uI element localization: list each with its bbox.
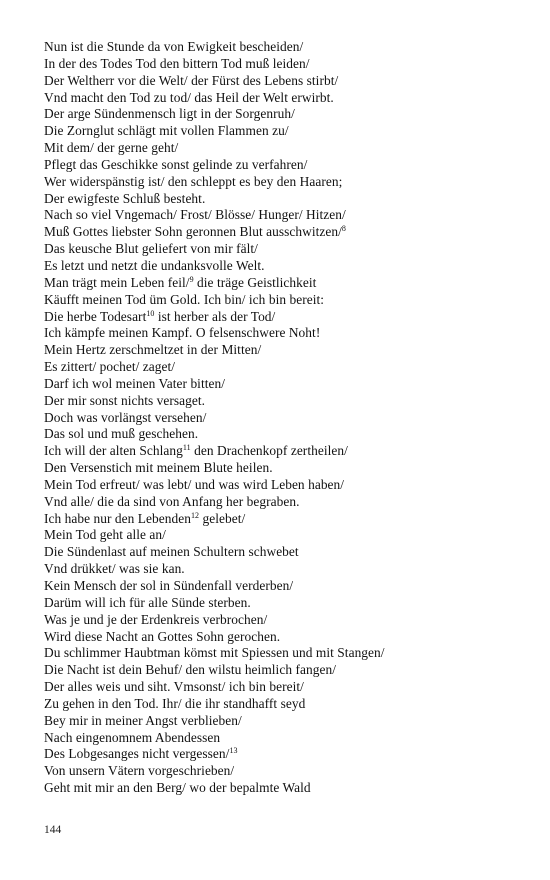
line-text: Der alles weis und siht. Vmsonst/ ich bin bereit/ (44, 679, 304, 695)
footnote-marker: 9 (189, 274, 194, 284)
line-text-continued: gelebet/ (199, 510, 246, 526)
poem-line (44, 359, 534, 376)
poem-line (44, 544, 534, 561)
poem-line (44, 629, 534, 646)
poem-line (44, 224, 534, 241)
line-text: Der Weltherr vor die Welt/ der Fürst des Lebens stirbt/ (44, 72, 339, 88)
poem-line (44, 730, 534, 747)
line-text: Zu gehen in den Tod. Ihr/ die ihr standhafft seyd (44, 695, 306, 711)
poem-line (44, 494, 534, 511)
poem-line (44, 780, 534, 797)
poem-line (44, 645, 534, 662)
poem-line (44, 595, 534, 612)
poem-line (44, 140, 534, 157)
line-text: Vnd drükket/ was sie kan. (44, 561, 185, 577)
line-text: Darüm will ich für alle Sünde sterben. (44, 594, 251, 610)
poem-line (44, 443, 534, 460)
poem-line (44, 174, 534, 191)
line-text-continued: die träge Geistlichkeit (193, 274, 317, 290)
footnote-marker: 10 (146, 308, 155, 318)
poem-line (44, 460, 534, 477)
line-text: Nach eingenomnem Abendessen (44, 729, 221, 745)
line-text: Der ewigfeste Schluß besteht. (44, 190, 206, 206)
line-text: Vnd alle/ die da sind von Anfang her begraben. (44, 493, 300, 509)
line-text: Wird diese Nacht an Gottes Sohn gerochen. (44, 628, 281, 644)
line-text: Was je und je der Erdenkreis verbrochen/ (44, 611, 268, 627)
line-text: Die herbe Todesart (44, 308, 147, 324)
line-text: Man trägt mein Leben feil/ (44, 274, 190, 290)
poem-line (44, 376, 534, 393)
line-text: Der mir sonst nichts versaget. (44, 392, 206, 408)
line-text: Geht mit mir an den Berg/ wo der bepalmte Wald (44, 780, 311, 796)
footnote-marker: 11 (182, 443, 191, 453)
poem-line (44, 561, 534, 578)
poem-line (44, 241, 534, 258)
poem-line (44, 511, 534, 528)
line-text: Wer widerspänstig ist/ den schleppt es bey den Haaren; (44, 173, 343, 189)
line-text: Ich kämpfe meinen Kampf. O felsenschwere Noht! (44, 325, 321, 341)
line-text: Käufft meinen Tod üm Gold. Ich bin/ ich bin bereit: (44, 291, 325, 307)
line-text: Mein Hertz zerschmeltzet in der Mitten/ (44, 342, 262, 358)
poem-line (44, 713, 534, 730)
line-text: Nach so viel Vngemach/ Frost/ Blösse/ Hunger/ Hitzen/ (44, 207, 346, 223)
line-text: Es zittert/ pochet/ zaget/ (44, 359, 176, 375)
line-text: Die Nacht ist dein Behuf/ den wilstu heimlich fangen/ (44, 662, 336, 678)
line-text: Du schlimmer Haubtman kömst mit Spiessen und mit Stangen/ (44, 645, 385, 661)
line-text: Mein Tod geht alle an/ (44, 527, 166, 543)
line-text: Das sol und muß geschehen. (44, 426, 199, 442)
line-text: Pflegt das Geschikke sonst gelinde zu verfahren/ (44, 156, 308, 172)
line-text-continued: den Drachenkopf zertheilen/ (190, 443, 348, 459)
poem-line (44, 527, 534, 544)
poem-line (44, 106, 534, 123)
poem-line (44, 56, 534, 73)
poem-line (44, 746, 534, 763)
page-number: 144 (44, 824, 62, 836)
poem-line (44, 292, 534, 309)
poem-line (44, 393, 534, 410)
poem-line (44, 426, 534, 443)
footnote-marker: 13 (229, 746, 238, 756)
poem-line (44, 763, 534, 780)
line-text: In der des Todes Tod den bittern Tod muß leiden/ (44, 55, 310, 71)
footnote-marker: 12 (191, 510, 200, 520)
line-text: Der arge Sündenmensch ligt in der Sorgenruh/ (44, 106, 295, 122)
line-text: Von unsern Vätern vorgeschrieben/ (44, 763, 235, 779)
poem-line (44, 325, 534, 342)
poem-line (44, 662, 534, 679)
line-text: Muß Gottes liebster Sohn geronnen Blut ausschwitzen/ (44, 224, 342, 240)
poem-line (44, 157, 534, 174)
poem-line (44, 309, 534, 326)
line-text: Mit dem/ der gerne geht/ (44, 140, 179, 156)
line-text: Darf ich wol meinen Vater bitten/ (44, 375, 226, 391)
poem-line (44, 207, 534, 224)
poem-line (44, 679, 534, 696)
line-text: Des Lobgesanges nicht vergessen/ (44, 746, 230, 762)
poem-text (44, 39, 534, 797)
poem-line (44, 258, 534, 275)
line-text: Ich habe nur den Lebenden (44, 510, 191, 526)
poem-line (44, 123, 534, 140)
poem-line (44, 39, 534, 56)
poem-line (44, 578, 534, 595)
line-text: Das keusche Blut geliefert von mir fält/ (44, 241, 258, 257)
line-text: Mein Tod erfreut/ was lebt/ und was wird Leben haben/ (44, 476, 345, 492)
line-text: Die Sündenlast auf meinen Schultern schwebet (44, 544, 299, 560)
line-text: Den Versenstich mit meinem Blute heilen. (44, 460, 273, 476)
poem-line (44, 342, 534, 359)
line-text: Kein Mensch der sol in Sündenfall verderben/ (44, 578, 294, 593)
poem-line (44, 612, 534, 629)
line-text: Ich will der alten Schlang (44, 443, 183, 459)
poem-line (44, 191, 534, 208)
poem-line (44, 696, 534, 713)
line-text: Vnd macht den Tod zu tod/ das Heil der Welt erwirbt. (44, 89, 334, 105)
line-text-continued: ist herber als der Tod/ (154, 308, 276, 324)
line-text: Es letzt und netzt die undanksvolle Welt. (44, 257, 265, 273)
poem-line (44, 410, 534, 427)
line-text: Die Zornglut schlägt mit vollen Flammen zu/ (44, 123, 289, 139)
poem-line (44, 73, 534, 90)
poem-line (44, 90, 534, 107)
line-text: Bey mir in meiner Angst verblieben/ (44, 712, 242, 728)
footnote-marker: 8 (341, 224, 346, 234)
poem-line (44, 477, 534, 494)
line-text: Nun ist die Stunde da von Ewigkeit bescheiden/ (44, 39, 304, 54)
line-text: Doch was vorlängst versehen/ (44, 409, 207, 425)
poem-line (44, 275, 534, 292)
